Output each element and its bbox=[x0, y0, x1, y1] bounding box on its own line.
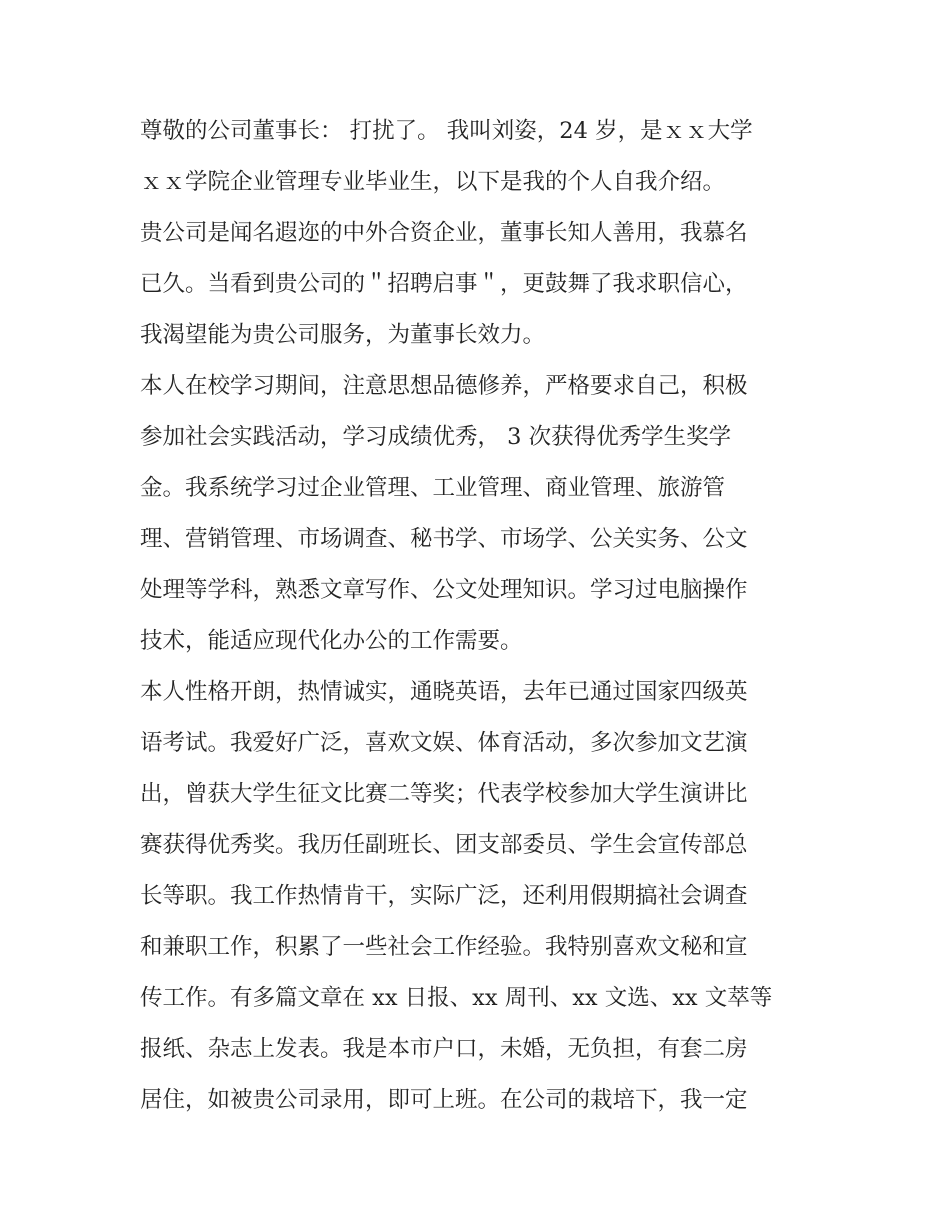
letter-body bbox=[140, 106, 820, 1126]
text-line: 传工作。有多篇文章在 xx 日报、xx 周刊、xx 文选、xx 文萃等 bbox=[140, 985, 773, 1011]
text-line: 已久。当看到贵公司的＂招聘启事＂，更鼓舞了我求职信心， bbox=[140, 271, 748, 297]
text-line: 赛获得优秀奖。我历任副班长、团支部委员、学生会宣传部总 bbox=[140, 832, 748, 858]
text-line: 长等职。我工作热情肯干，实际广泛，还利用假期搞社会调查 bbox=[140, 883, 748, 909]
text-line: 我渴望能为贵公司服务，为董事长效力。 bbox=[140, 322, 546, 348]
text-line: 出，曾获大学生征文比赛二等奖；代表学校参加大学生演讲比 bbox=[140, 781, 748, 807]
text-line: 和兼职工作，积累了一些社会工作经验。我特别喜欢文秘和宣 bbox=[140, 934, 748, 960]
text-line: 居住，如被贵公司录用，即可上班。在公司的栽培下，我一定 bbox=[140, 1087, 748, 1113]
text-line: 本人在校学习期间，注意思想品德修养，严格要求自己，积极 bbox=[140, 373, 748, 399]
text-line: 技术，能适应现代化办公的工作需要。 bbox=[140, 628, 523, 654]
text-line: 尊敬的公司董事长： 打扰了。 我叫刘姿，24 岁，是ｘｘ大学 bbox=[140, 118, 753, 144]
text-line: 贵公司是闻名遐迩的中外合资企业，董事长知人善用，我慕名 bbox=[140, 220, 748, 246]
text-line: 参加社会实践活动，学习成绩优秀， 3 次获得优秀学生奖学 bbox=[140, 424, 732, 450]
text-line: 语考试。我爱好广泛，喜欢文娱、体育活动，多次参加文艺演 bbox=[140, 730, 748, 756]
text-line: ｘｘ学院企业管理专业毕业生，以下是我的个人自我介绍。 bbox=[140, 169, 726, 195]
text-line: 理、营销管理、市场调查、秘书学、市场学、公关实务、公文 bbox=[140, 526, 748, 552]
text-line: 金。我系统学习过企业管理、工业管理、商业管理、旅游管 bbox=[140, 475, 726, 501]
text-line: 本人性格开朗，热情诚实，通晓英语，去年已通过国家四级英 bbox=[140, 679, 748, 705]
text-line: 报纸、杂志上发表。我是本市户口，未婚，无负担，有套二房 bbox=[140, 1036, 748, 1062]
text-line: 处理等学科，熟悉文章写作、公文处理知识。学习过电脑操作 bbox=[140, 577, 748, 603]
